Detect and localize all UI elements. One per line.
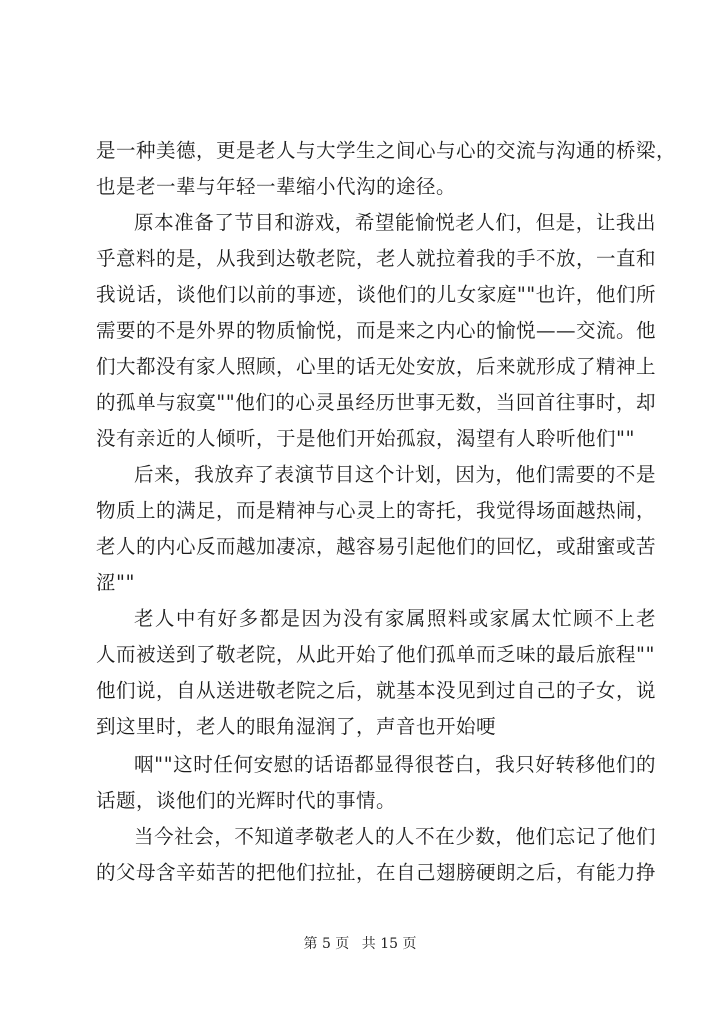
text-line-12: 老人的内心反而越加凄凉，越容易引起他们的回忆，或甜蜜或苦 (96, 535, 657, 558)
text-line-3: 原本准备了节目和游戏，希望能愉悦老人们，但是，让我出 (134, 211, 656, 234)
text-line-11: 物质上的满足，而是精神与心灵上的寄托，我觉得场面越热闹， (96, 499, 657, 522)
text-line-2: 也是老一辈与年轻一辈缩小代沟的途径。 (96, 175, 457, 198)
text-line-21: 的父母含辛茹苦的把他们拉扯，在自己翅膀硬朗之后，有能力挣 (96, 861, 657, 884)
text-line-14: 老人中有好多都是因为没有家属照料或家属太忙顾不上老 (134, 607, 656, 630)
text-line-20: 当今社会，不知道孝敬老人的人不在少数，他们忘记了他们 (134, 825, 656, 848)
page-number: 第 5 页 (303, 936, 350, 952)
text-line-8: 的孤单与寂寞""他们的心灵虽经历世事无数，当回首往事时，却 (96, 391, 656, 414)
text-line-7: 们大都没有家人照顾，心里的话无处安放，后来就形成了精神上 (96, 355, 657, 378)
text-line-5: 我说话，谈他们以前的事迹，谈他们的儿女家庭""也许，他们所 (96, 283, 656, 306)
text-line-15: 人而被送到了敬老院，从此开始了他们孤单而乏味的最后旅程"" (96, 643, 655, 666)
text-line-18: 咽""这时任何安慰的话语都显得很苍白，我只好转移他们的 (134, 753, 656, 776)
page-footer (0, 934, 720, 954)
text-line-19: 话题，谈他们的光辉时代的事情。 (96, 789, 397, 812)
text-line-1: 是一种美德，更是老人与大学生之间心与心的交流与沟通的桥梁， (96, 139, 677, 162)
text-line-4: 乎意料的是，从我到达敬老院，老人就拉着我的手不放，一直和 (96, 247, 657, 270)
text-line-13: 涩"" (96, 571, 135, 594)
text-line-9: 没有亲近的人倾听，于是他们开始孤寂，渴望有人聆听他们"" (96, 427, 635, 450)
text-line-10: 后来，我放弃了表演节目这个计划，因为，他们需要的不是 (134, 463, 656, 486)
text-line-16: 他们说，自从送进敬老院之后，就基本没见到过自己的子女，说 (96, 679, 657, 702)
page-total: 共 15 页 (361, 936, 417, 952)
text-line-6: 需要的不是外界的物质愉悦，而是来之内心的愉悦——交流。他 (96, 319, 657, 342)
text-line-17: 到这里时，老人的眼角湿润了，声音也开始哽 (96, 715, 497, 738)
